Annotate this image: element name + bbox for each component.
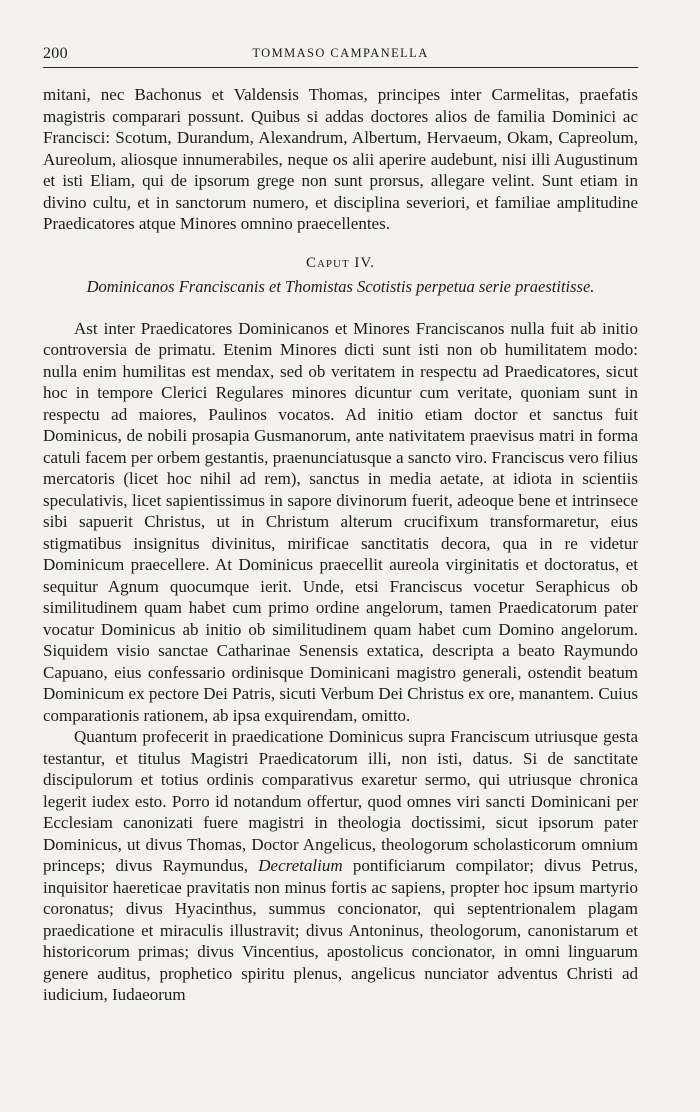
paragraph-text: pontificiarum compilator; divus Petrus, inquisitor haereticae pravitatis non minus fortis ac sapiens, propter hoc ipsum martyrio coronatus; divus Hyacinthus, summus concionator, qui septentrionalem plagam praedicatione et miraculis illustravit; divus Antoninus, theologorum, canonistarum et historicorum primas; divus Vincentius, apostolicus concionator, in omni linguarum genere auditus, prophetico spiritu plenus, angelicus nunciator adventus Christi ad iudicium, Iudaeorum [43, 856, 638, 1004]
paragraph-text: Quantum profecerit in praedicatione Dominicus supra Franciscum utriusque gesta testantur, et titulus Magistri Praedicatorum illi, non isti, datus. Si de sanctitate discipulorum et totius ordinis comparativus exaretur sermo, qui utriusque chronica legerit iudex esto. Porro id notandum offertur, quod omnes viri sancti Dominicani per Ecclesiam canonizati fuere magistri in theologia doctissimi, sicut ipsorum pater Dominicus, ut divus Thomas, Doctor Angelicus, theologorum scholasticorum omnium princeps; divus Raymundus, [43, 727, 638, 875]
running-head: TOMMASO CAMPANELLA [252, 46, 429, 60]
italic-title: Decretalium [258, 856, 343, 875]
body-text [43, 84, 638, 1006]
page-header [43, 36, 638, 66]
page-number: 200 [43, 45, 68, 62]
paragraph: Ast inter Praedicatores Dominicanos et Minores Franciscanos nulla fuit ab initio controversia de primatu. Etenim Minores dicti sunt isti non ob humilitatem modo: nulla enim humilitas est mendax, sed ob veritatem in respectu ad Praedicatores, sicut hoc in tempore Clerici Regulares minores dicuntur cum veritate, quoniam sunt in respectu ad maiores, Paulinos vocatos. Ad initio etiam doctor et sanctus fuit Dominicus, de nobili prosapia Gusmanorum, ante nativitatem praevisus matri in forma catuli facem per orbem gestantis, praenunciatusque a sancto viro. Franciscus vero filius mercatoris (licet hoc nihil ad rem), sanctus in media aetate, at idiota in scientiis speculativis, licet sapientissimus in sapore divinorum fuerit, adeoque bene et intrinsece sibi sapuerit Christus, ut in Christum alterum crucifixum transformaretur, eius stigmatibus insignitus divinitus, mirificae sanctitatis decora, qua in re videtur Dominicum praecellere. At Dominicus praecellit aureola virginitatis et doctoratus, et sequitur Agnum quocumque ierit. Unde, etsi Franciscus vocetur Seraphicus ob similitudinem quam habet cum primo ordine angelorum, tamen Praedicatorum pater vocatur Dominicus ab initio ob similitudinem quam habet cum Domino angelorum. Siquidem visio sanctae Catharinae Senensis extatica, descripta a beato Raymundo Capuano, eius confessario ordinisque Dominicani magistro generali, ostendit beatum Dominicum ex pectore Dei Patris, sicuti Verbum Dei Christus ex ore, manantem. Cuius comparationis rationem, ab ipsa exquirendam, omitto. [43, 318, 638, 725]
chapter-subtitle: Dominicanos Franciscanis et Thomistas Scotistis perpetua serie praestitisse. [86, 277, 595, 296]
chapter-title: Caput IV. [305, 254, 376, 271]
paragraph-continued: mitani, nec Bachonus et Valdensis Thomas, principes inter Carmelitas, praefatis magistris comparari possunt. Quibus si addas doctores alios de familia Dominici ac Francisci: Scotum, Durandum, Alexandrum, Albertum, Hervaeum, Okam, Capreolum, Aureolum, aliosque innumerabiles, neque os alii aperire audebunt, nisi illi Augustinum et isti Eliam, qui de ipsorum grege non sunt prorsus, allegare velint. Sunt etiam in divino cultu, et in sanctorum numero, et disciplina severiori, et familiae amplitudine Praedicatores atque Minores omnino praecellentes. [43, 85, 638, 233]
header-rule [43, 67, 638, 68]
paragraph [43, 726, 638, 1006]
